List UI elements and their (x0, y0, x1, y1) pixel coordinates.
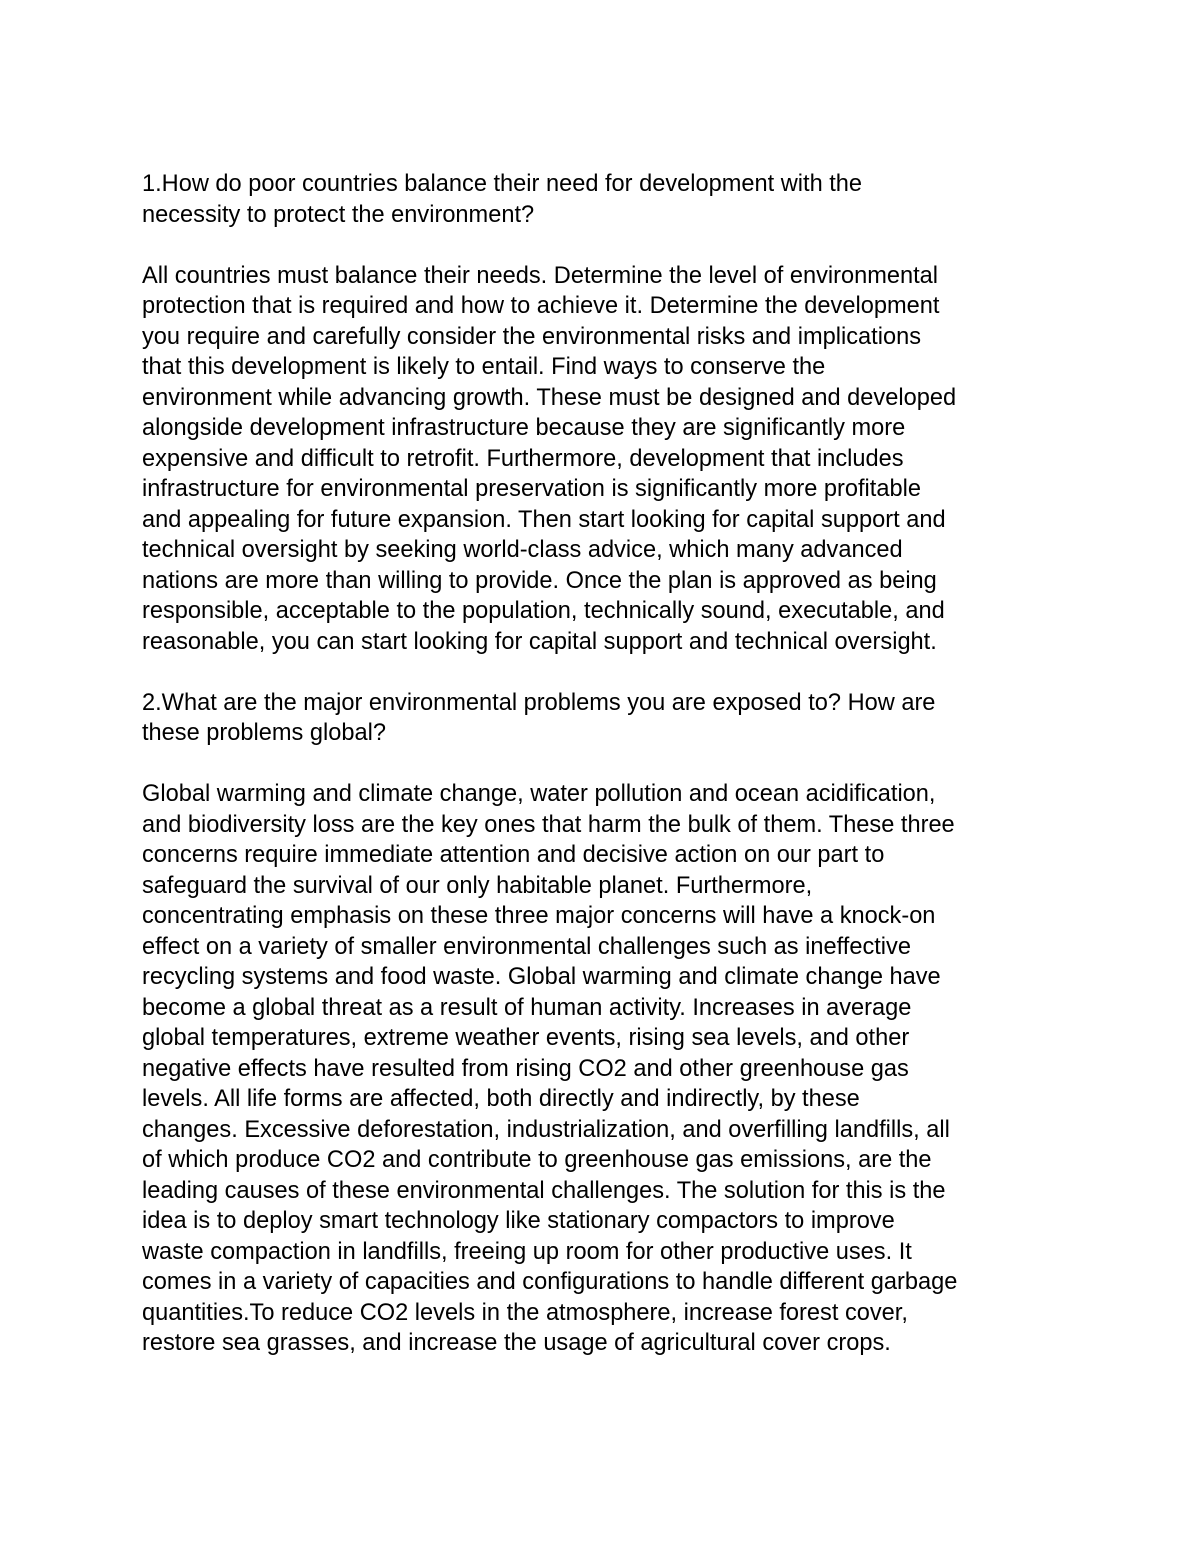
question-line: necessity to protect the environment? (142, 201, 535, 228)
question-line: these problems global? (142, 720, 386, 746)
paragraph-spacer (142, 230, 1067, 261)
answer-line: concentrating emphasis on these three major concerns will have a knock-on (142, 903, 936, 929)
answer-line: comes in a variety of capacities and configurations to handle different garbage (142, 1269, 958, 1295)
answer-line: that this development is likely to entail. Find ways to conserve the (142, 354, 826, 380)
answer-line: All countries must balance their needs. Determine the level of environmental (142, 262, 939, 289)
answer-line: leading causes of these environmental challenges. The solution for this is the (142, 1177, 946, 1204)
answer-line: technical oversight by seeking world-class advice, which many advanced (142, 537, 903, 563)
question-1 (142, 169, 1067, 230)
answer-2 (142, 779, 1067, 1359)
answer-line: expensive and difficult to retrofit. Furthermore, development that includes (142, 445, 904, 472)
answer-line: responsible, acceptable to the population, technically sound, executable, and (142, 598, 945, 624)
answer-line: nations are more than willing to provide. Once the plan is approved as being (142, 567, 937, 594)
answer-line: waste compaction in landfills, freeing up room for other productive uses. It (142, 1238, 912, 1265)
answer-line: recycling systems and food waste. Global warming and climate change have (142, 964, 941, 990)
answer-line: negative effects have resulted from rising CO2 and other greenhouse gas (142, 1055, 909, 1082)
paragraph-spacer (142, 749, 1067, 780)
answer-line: protection that is required and how to achieve it. Determine the development (142, 293, 940, 319)
answer-line: levels. All life forms are affected, both directly and indirectly, by these (142, 1086, 860, 1112)
answer-line: changes. Excessive deforestation, industrialization, and overfilling landfills, all (142, 1116, 950, 1143)
answer-line: of which produce CO2 and contribute to greenhouse gas emissions, are the (142, 1147, 932, 1173)
answer-line: infrastructure for environmental preservation is significantly more profitable (142, 476, 921, 502)
answer-line: you require and carefully consider the environmental risks and implications (142, 323, 921, 350)
answer-line: Global warming and climate change, water pollution and ocean acidification, (142, 781, 936, 807)
question-line: 2.What are the major environmental problems you are exposed to? How are (142, 689, 936, 716)
answer-line: alongside development infrastructure because they are significantly more (142, 415, 906, 441)
answer-line: become a global threat as a result of human activity. Increases in average (142, 994, 912, 1021)
paragraph-spacer (142, 657, 1067, 688)
answer-line: reasonable, you can start looking for capital support and technical oversight. (142, 628, 937, 655)
answer-1 (142, 261, 1067, 658)
question-2 (142, 688, 1067, 749)
answer-line: and appealing for future expansion. Then start looking for capital support and (142, 506, 946, 533)
answer-line: global temperatures, extreme weather events, rising sea levels, and other (142, 1025, 910, 1051)
answer-line: concerns require immediate attention and decisive action on our part to (142, 842, 885, 868)
answer-line: restore sea grasses, and increase the usage of agricultural cover crops. (142, 1330, 891, 1356)
answer-line: safeguard the survival of our only habitable planet. Furthermore, (142, 872, 813, 899)
answer-line: idea is to deploy smart technology like stationary compactors to improve (142, 1208, 895, 1234)
answer-line: effect on a variety of smaller environmental challenges such as ineffective (142, 933, 911, 960)
answer-line: and biodiversity loss are the key ones that harm the bulk of them. These three (142, 811, 955, 838)
answer-line: environment while advancing growth. These must be designed and developed (142, 384, 957, 411)
document-body (142, 169, 1067, 1359)
question-line: 1.How do poor countries balance their need for development with the (142, 171, 863, 197)
answer-line: quantities.To reduce CO2 levels in the atmosphere, increase forest cover, (142, 1299, 908, 1326)
